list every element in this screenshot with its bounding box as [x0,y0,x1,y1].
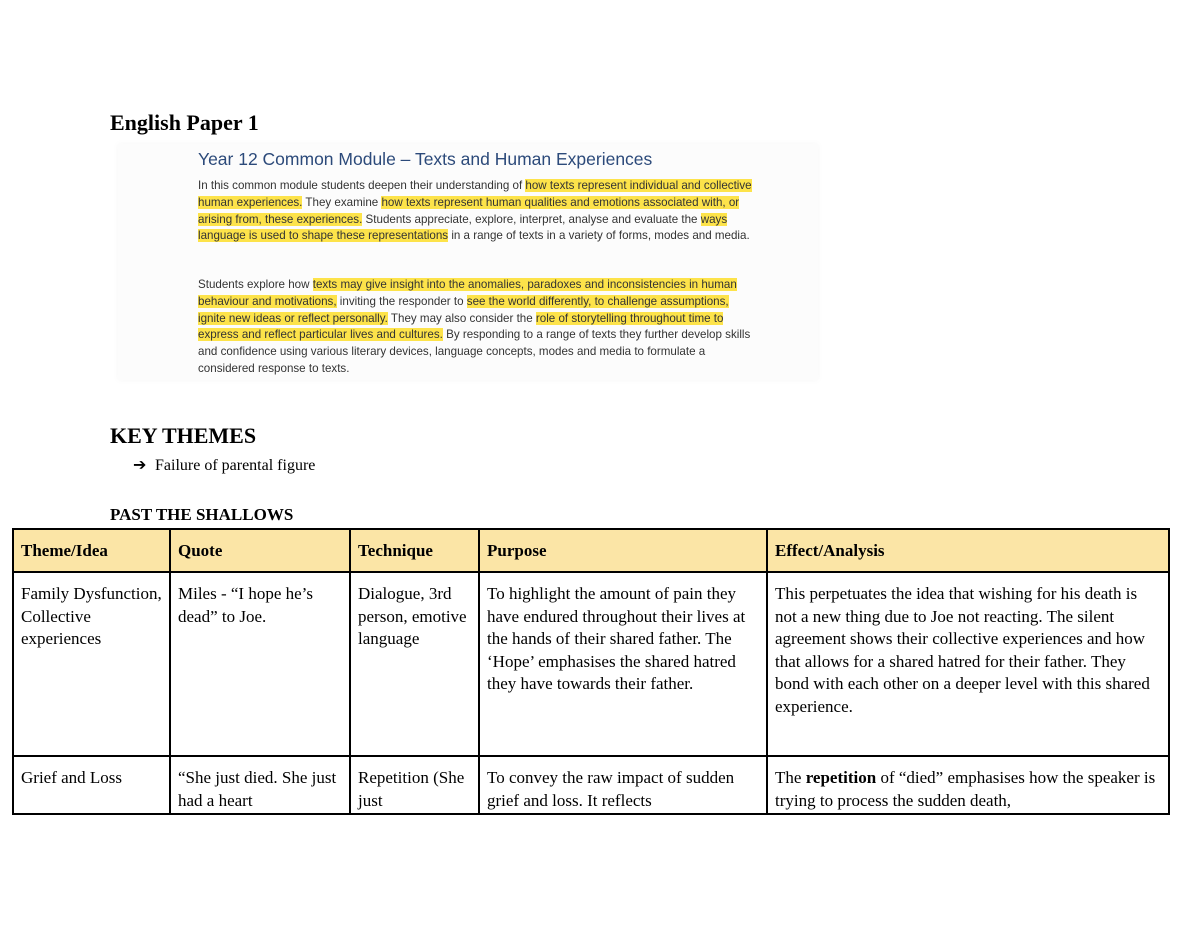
cell-theme: Grief and Loss [13,756,170,814]
header-quote: Quote [170,529,350,572]
cell-quote: “She just died. She just had a heart [170,756,350,814]
theme-bullet-text: Failure of parental figure [155,457,316,474]
excerpt-text: They examine [302,195,382,209]
effect-bold-term: repetition [805,768,877,787]
analysis-table [12,528,1170,815]
cell-technique: Dialogue, 3rd person, emotive language [350,572,479,756]
header-theme: Theme/Idea [13,529,170,572]
document-title: English Paper 1 [110,110,259,135]
header-technique: Technique [350,529,479,572]
cell-quote: Miles - “I hope he’s dead” to Joe. [170,572,350,756]
header-effect: Effect/Analysis [767,529,1169,572]
cell-theme: Family Dysfunction, Collective experiences [13,572,170,756]
excerpt-heading: Year 12 Common Module – Texts and Human Experiences [198,149,653,169]
excerpt-text: By responding to a range of texts they further develop skills and confidence using various literary devices, language concepts, modes and media to formulate a considered response to texts. [198,328,751,375]
excerpt-paragraph-1 [198,178,758,245]
table-row [13,756,1169,814]
key-themes-heading: KEY THEMES [110,423,257,448]
excerpt-highlight: how texts represent individual and collective human experiences. [198,179,752,209]
header-purpose: Purpose [479,529,767,572]
excerpt-paragraph-2 [198,277,758,378]
cell-effect [767,756,1169,814]
cell-purpose: To convey the raw impact of sudden grief and loss. It reflects [479,756,767,814]
theme-bullet-item [133,455,315,475]
excerpt-highlight: ways language is used to shape these representations [198,212,728,243]
excerpt-text: inviting the responder to [336,294,467,308]
arrow-bullet-icon: ➔ [133,457,147,474]
excerpt-highlight: see the world differently, to challenge assumptions, ignite new ideas or reflect personally. [198,294,729,325]
excerpt-highlight: how texts represent human qualities and emotions associated with, or arising from, these experiences. [198,195,740,226]
cell-effect: This perpetuates the idea that wishing for his death is not a new thing due to Joe not reacting. The silent agreement shows their collective experiences and how that allows for a shared hatred for their father. They bond with each other on a deeper level with this shared experience. [767,572,1169,756]
table-header-row [13,529,1169,572]
excerpt-text: Students explore how [198,278,313,291]
cell-technique: Repetition (She just [350,756,479,814]
excerpt-highlight: texts may give insight into the anomalies, paradoxes and inconsistencies in human behaviour and motivations, [198,278,737,308]
excerpt-text: They may also consider the [387,311,536,325]
excerpt-text: In this common module students deepen their understanding of [198,179,526,192]
syllabus-excerpt-image [118,144,818,380]
excerpt-text: Students appreciate, explore, interpret, analyse and evaluate the [362,212,701,226]
effect-text: of “died” emphasises how the speaker is trying to process the sudden death, [775,768,1156,810]
cell-purpose: To highlight the amount of pain they have endured throughout their lives at the hands of their shared father. The ‘Hope’ emphasises the shared hatred they have towards their father. [479,572,767,756]
excerpt-highlight: role of storytelling throughout time to express and reflect particular lives and cultures. [198,311,724,342]
effect-text: The [775,768,806,787]
table-row [13,572,1169,756]
excerpt-text: in a range of texts in a variety of forms, modes and media. [448,229,750,243]
section-title: PAST THE SHALLOWS [110,505,294,524]
